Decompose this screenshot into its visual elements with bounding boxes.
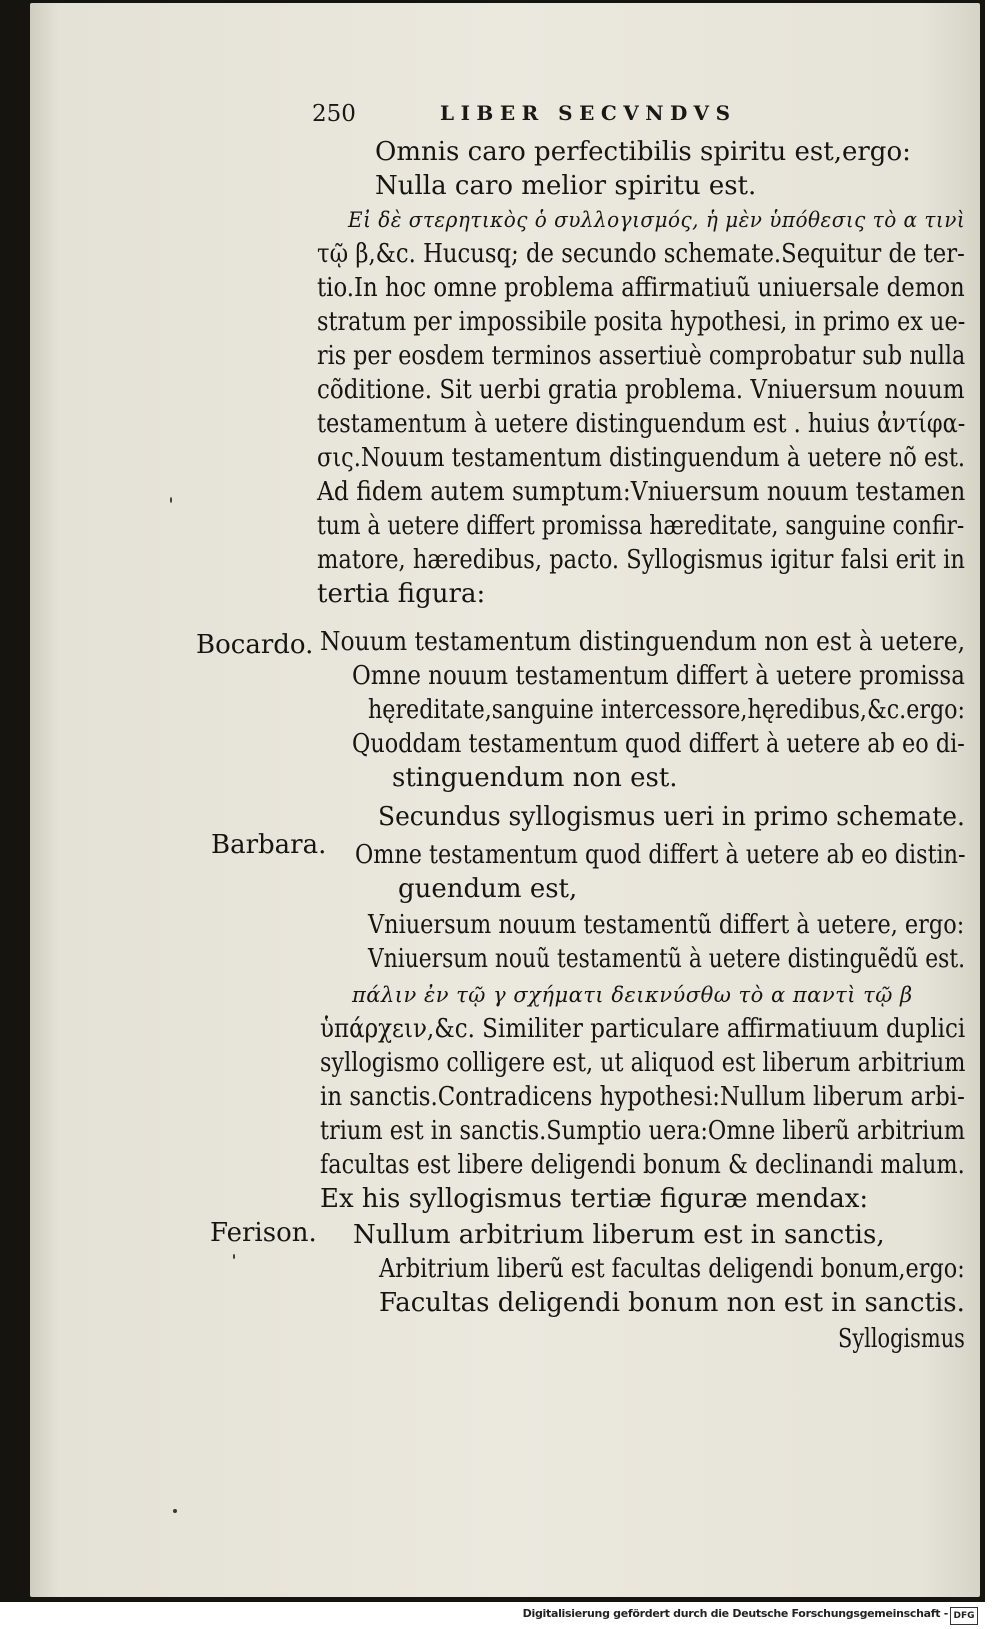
text-line: tio.In hoc omne problema affirmatiuũ uniuersale demon [317,273,965,303]
text-line: Facultas deligendi bonum non est in sanctis. [379,1288,965,1318]
text-line: Εἰ δὲ στερητικὸς ὁ συλλογισμός, ἡ μὲν ὑπόθεσις τὸ α τινὶ [348,208,966,232]
text-line: syllogismo colligere est, ut aliquod est liberum arbitrium [320,1048,966,1078]
text-line: Nullum arbitrium liberum est in sanctis, [353,1220,885,1250]
text-line: guendum est, [398,874,578,904]
margin-note-ferison: Ferison. [210,1218,317,1248]
text-line: Ad fidem autem sumptum:Vniuersum nouum testamen [317,477,966,507]
margin-note-bocardo: Bocardo. [196,630,314,660]
text-line: ὑπάρχειν,&c. Similiter particulare affirmatiuum duplici [320,1014,966,1044]
text-line: πάλιν ἐν τῷ γ σχήματι δεικνύσθω τὸ α παντὶ τῷ β [352,983,913,1007]
margin-note-barbara: Barbara. [211,830,327,860]
text-line: Omne testamentum quod differt à uetere ab eo distin- [355,840,966,870]
text-line: tertia figura: [317,579,486,609]
text-line: stinguendum non est. [392,763,678,793]
text-line: Omne nouum testamentum differt à uetere promissa [352,661,965,691]
ink-speck [233,1254,235,1259]
text-line: Quoddam testamentum quod differt à uetere ab eo di- [352,729,965,759]
text-line: in sanctis.Contradicens hypothesi:Nullum liberum arbi- [320,1082,965,1112]
page-number: 250 [312,101,356,127]
text-line: trium est in sanctis.Sumptio uera:Omne liberũ arbitrium [320,1116,966,1146]
text-line: testamentum à uetere distinguendum est . huius ἀντίφα- [317,409,966,439]
text-line: cõditione. Sit uerbi gratia problema. Vniuersum nouum [317,375,965,405]
running-head [312,101,840,131]
ink-speck [170,497,172,503]
text-line: σις.Nouum testamentum distinguendum à uetere nõ est. [317,443,966,473]
text-line: Vniuersum nouum testamentũ differt à uetere, ergo: [368,910,965,940]
text-line: tum à uetere differt promissa hæreditate, sanguine confir- [317,511,965,541]
text-line: matore, hæredibus, pacto. Syllogismus igitur falsi erit in [317,545,965,575]
footer-bar [0,1602,1000,1629]
text-line: Vniuersum nouũ testamentũ à uetere distinguẽdũ est. [368,944,966,974]
running-title: LIBER SECVNDVS [440,101,737,125]
catchword: Syllogismus [838,1324,965,1354]
text-line: Nouum testamentum distinguendum non est à uetere, [320,627,966,657]
text-line: Omnis caro perfectibilis spiritu est,ergo: [375,137,911,167]
text-line: stratum per impossibile posita hypothesi, in primo ex ue- [317,307,966,337]
text-line: Ex his syllogismus tertiæ figuræ mendax: [320,1184,869,1214]
ink-speck [173,1509,177,1513]
text-line: Arbitrium liberũ est facultas deligendi bonum,ergo: [379,1254,965,1284]
text-line: τῷ β,&c. Hucusq; de secundo schemate.Sequitur de ter- [317,239,965,269]
text-line: Secundus syllogismus ueri in primo schemate. [378,802,965,832]
text-line: hęreditate,sanguine intercessore,hęredibus,&c.ergo: [368,695,966,725]
text-line: ris per eosdem terminos assertiuè comprobatur sub nulla [317,341,966,371]
dfg-logo: DFG [950,1607,978,1625]
digitization-credit: Digitalisierung gefördert durch die Deutsche Forschungsgemeinschaft - [522,1607,948,1620]
text-line: facultas est libere deligendi bonum & declinandi malum. [320,1150,965,1180]
text-line: Nulla caro melior spiritu est. [375,171,757,201]
